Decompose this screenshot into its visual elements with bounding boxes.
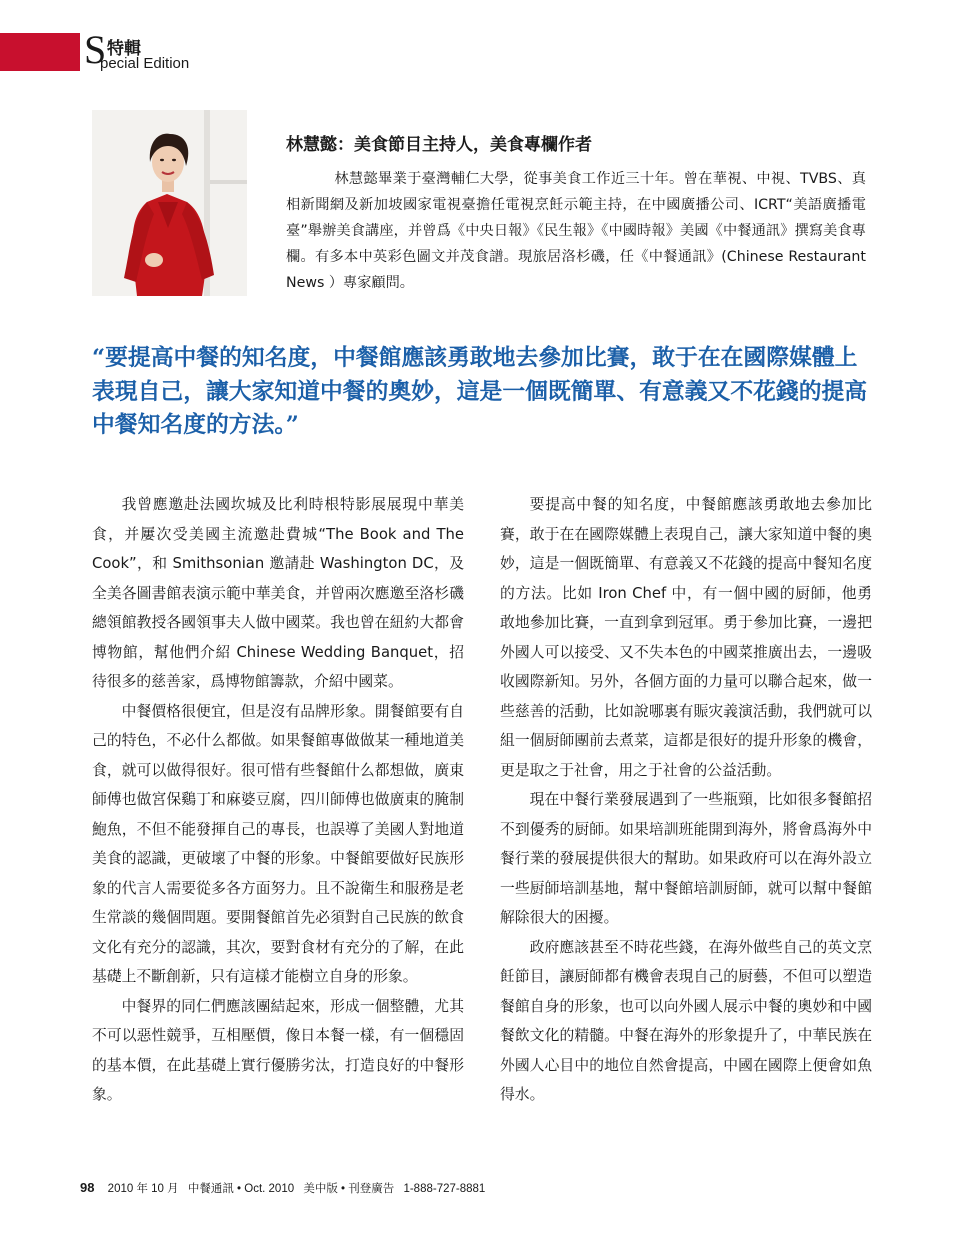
paragraph: 中餐界的同仁們應該團結起來，形成一個整體，尤其不可以惡性競爭，互相壓價，像日本餐一樣，有一個穩固的基本價，在此基礎上實行優勝劣汰，打造良好的中餐形象。 <box>92 997 464 1103</box>
footer-publication: 中餐通訊 • Oct. 2010 <box>187 1183 295 1195</box>
footer-phone: 1-888-727-8881 <box>403 1183 486 1195</box>
bio-body: 林慧懿畢業于臺灣輔仁大學，從事美食工作近三十年。曾在華視、中視、TVBS、真相新聞網及新加坡國家電視臺擔任電視烹飪示範主持，在中國廣播公司、ICRT“美語廣播電臺”舉辦美食講座，并曾爲《中央日報》《民生報》《中國時報》美國《中餐通訊》撰寫美食專欄。有多本中英彩色圖文并茂食譜。現旅居洛杉磯，任《中餐通訊》(Chinese Restaurant News ）專家顧問。 <box>286 171 866 291</box>
section-initial: S <box>84 27 107 72</box>
author-portrait <box>92 110 247 296</box>
page-number: 98 <box>80 1180 95 1195</box>
section-tab <box>0 33 80 71</box>
article-column-right <box>500 490 872 1110</box>
footer-date: 2010 年 10 月 <box>107 1183 179 1195</box>
bio-text <box>286 166 866 296</box>
paragraph: 政府應該甚至不時花些錢，在海外做些自己的英文烹飪節目，讓厨師都有機會表現自己的厨藝，不但可以塑造餐館自身的形象，也可以向外國人展示中餐的奧妙和中國餐飲文化的精髓。中餐在海外的形象提升了，中華民族在外國人心目中的地位自然會提高，中國在國際上便會如魚得水。 <box>500 938 872 1103</box>
paragraph: 要提高中餐的知名度，中餐館應該勇敢地去參加比賽，敢于在在國際媒體上表現自己，讓大家知道中餐的奧妙，這是一個既簡單、有意義又不花錢的提高中餐知名度的方法。比如 Iron Chef 中，有一個中國的厨師，他勇敢地參加比賽，一直到拿到冠軍。勇于參加比賽，一邊把外國人可以接受、又不失本色的中國菜推廣出去，一邊吸收國際新知。另外，各個方面的力量可以聯合起來，做一些慈善的活動，比如說哪裏有賑灾義演活動，我們就可以組一個厨師團前去煮菜，這都是很好的提升形象的機會，更是取之于社會，用之于社會的公益活動。 <box>500 496 872 779</box>
bio-title: 林慧懿：美食節目主持人，美食專欄作者 <box>286 135 592 155</box>
section-title-cn: 特輯 <box>107 39 141 59</box>
paragraph: 我曾應邀赴法國坎城及比利時根特影展展現中華美食，并屢次受美國主流邀赴費城“The Book and The Cook”，和 Smithsonian 邀請赴 Washington DC，及全美各圖書館表演示範中華美食，并曾兩次應邀至洛杉磯總領館教授各國領事夫人做中國菜。我也曾在紐約大都會博物館，幫他們介紹 Chinese Wedding Banquet，招待很多的慈善家，爲博物館籌款，介紹中國菜。 <box>92 496 464 690</box>
footer-edition: 美中版 • 刊登廣告 <box>303 1183 395 1195</box>
paragraph: 中餐價格很便宜，但是沒有品牌形象。開餐館要有自己的特色，不必什么都做。如果餐館專做做某一種地道美食，就可以做得很好。很可惜有些餐館什么都想做，廣東師傅也做宮保鷄丁和麻婆豆腐，四川師傅也做廣東的腌制鮑魚，不但不能發揮自己的專長，也誤導了美國人對地道美食的認識，更破壞了中餐的形象。中餐館要做好民族形象的代言人需要從多各方面努力。且不說衛生和服務是老生常談的幾個問題。要開餐館首先必須對自己民族的飲食文化有充分的認識，其次，要對食材有充分的了解，在此基礎上不斷創新，只有這樣才能樹立自身的形象。 <box>92 702 464 985</box>
section-title-en: pecial Edition <box>100 55 190 72</box>
page-footer <box>80 1180 491 1196</box>
pull-quote: “要提高中餐的知名度，中餐館應該勇敢地去參加比賽，敢于在在國際媒體上表現自己，讓大家知道中餐的奧妙，這是一個既簡單、有意義又不花錢的提高中餐知名度的方法。” <box>92 345 868 438</box>
paragraph: 現在中餐行業發展遇到了一些瓶頸，比如很多餐館招不到優秀的厨師。如果培訓班能開到海外，將會爲海外中餐行業的發展提供很大的幫助。如果政府可以在海外設立一些厨師培訓基地，幫中餐館培訓厨師，就可以幫中餐館解除很大的困擾。 <box>500 791 872 926</box>
article-column-left <box>92 490 464 1110</box>
